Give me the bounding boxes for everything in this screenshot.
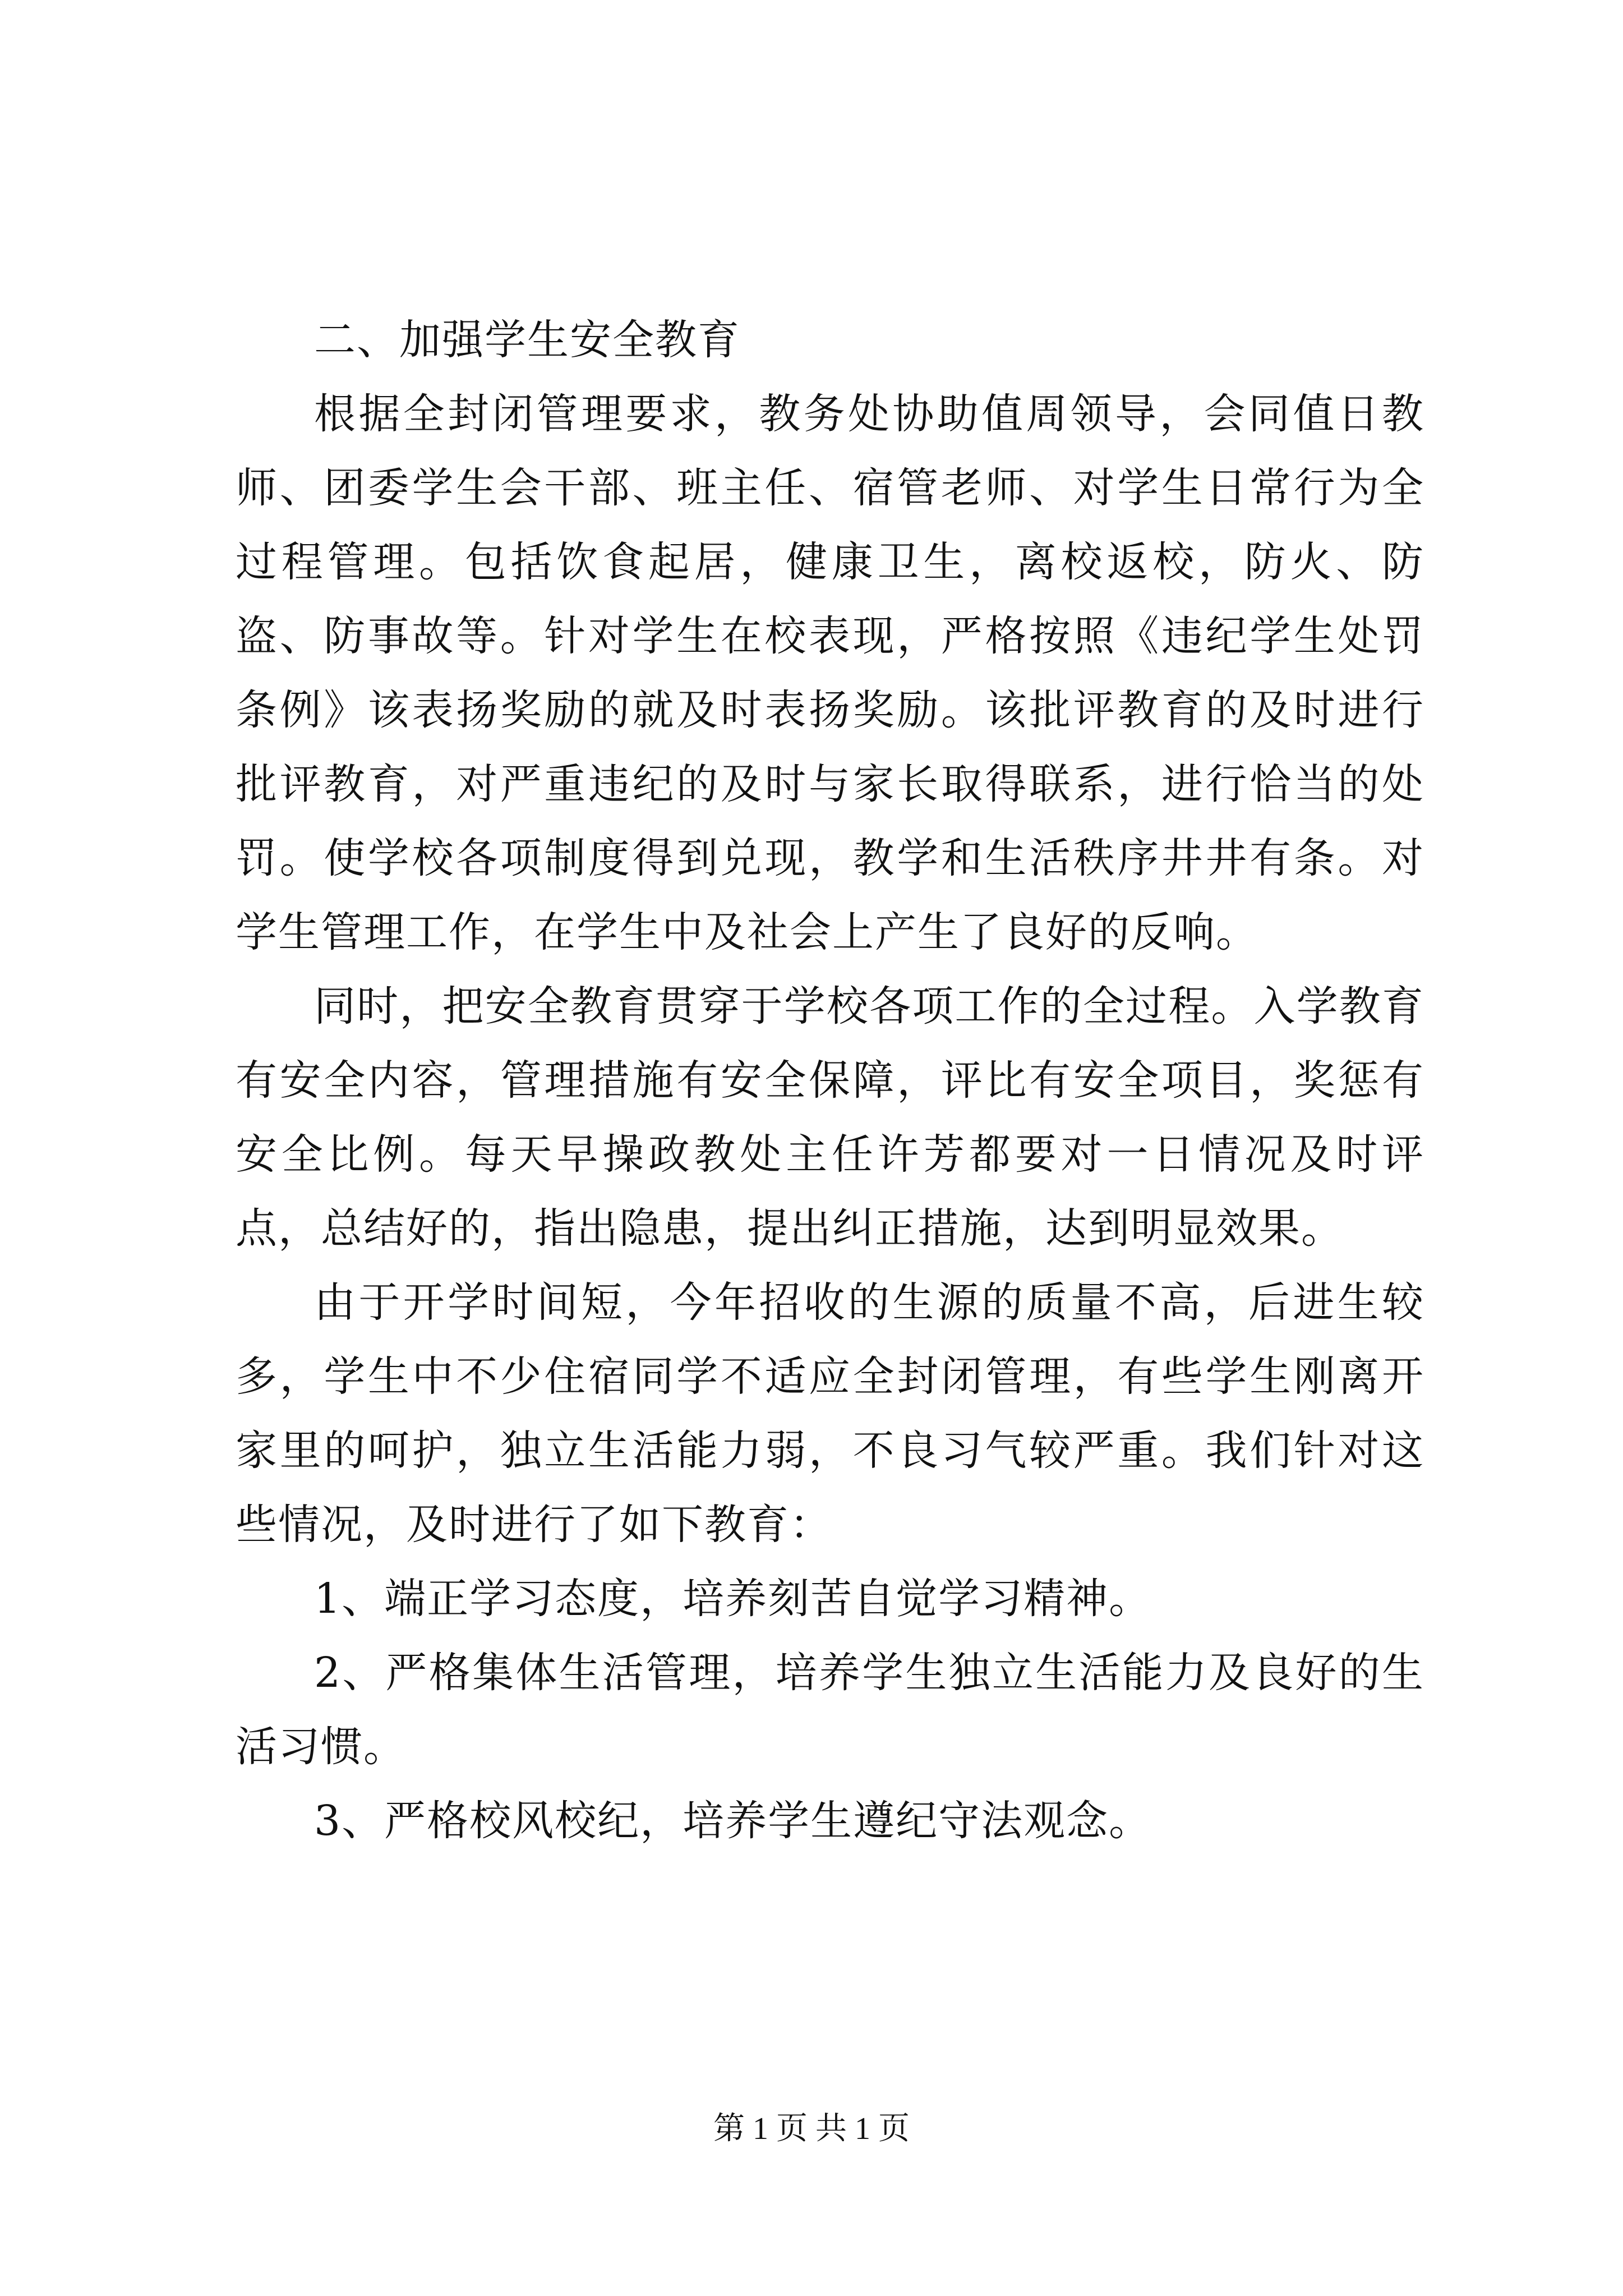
body-paragraph: 由于开学时间短，今年招收的生源的质量不高，后进生较多，学生中不少住宿同学不适应全封闭管理，有些学生刚离开家里的呵护，独立生活能力弱，不良习气较严重。我们针对这些情况，及时进行了如下教育： [236,1278,1424,1549]
list-item: 3、严格校风校纪，培养学生遵纪守法观念。 [314,1797,1152,1845]
body-paragraph: 根据全封闭管理要求，教务处协助值周领导，会同值日教师、团委学生会干部、班主任、宿管老师、对学生日常行为全过程管理。包括饮食起居，健康卫生，离校返校，防火、防盗、防事故等。针对学生在校表现，严格按照《违纪学生处罚条例》该表扬奖励的就及时表扬奖励。该批评教育的及时进行批评教育，对严重违纪的及时与家长取得联系，进行恰当的处罚。使学校各项制度得到兑现，教学和生活秩序井井有条。对学生管理工作，在学生中及社会上产生了良好的反响。 [236,390,1424,956]
body-paragraph: 同时，把安全教育贯穿于学校各项工作的全过程。入学教育有安全内容，管理措施有安全保障，评比有安全项目，奖惩有安全比例。每天早操政教处主任许芳都要对一日情况及时评点，总结好的，指出隐患，提出纠正措施，达到明显效果。 [236,982,1424,1253]
list-item: 2、严格集体生活管理，培养学生独立生活能力及良好的生活习惯。 [236,1649,1424,1771]
page-footer: 第 1 页 共 1 页 [713,2111,910,2146]
section-heading: 二、加强学生安全教育 [314,316,740,364]
list-item: 1、端正学习态度，培养刻苦自觉学习精神。 [314,1575,1152,1623]
document-body [236,303,1424,1858]
